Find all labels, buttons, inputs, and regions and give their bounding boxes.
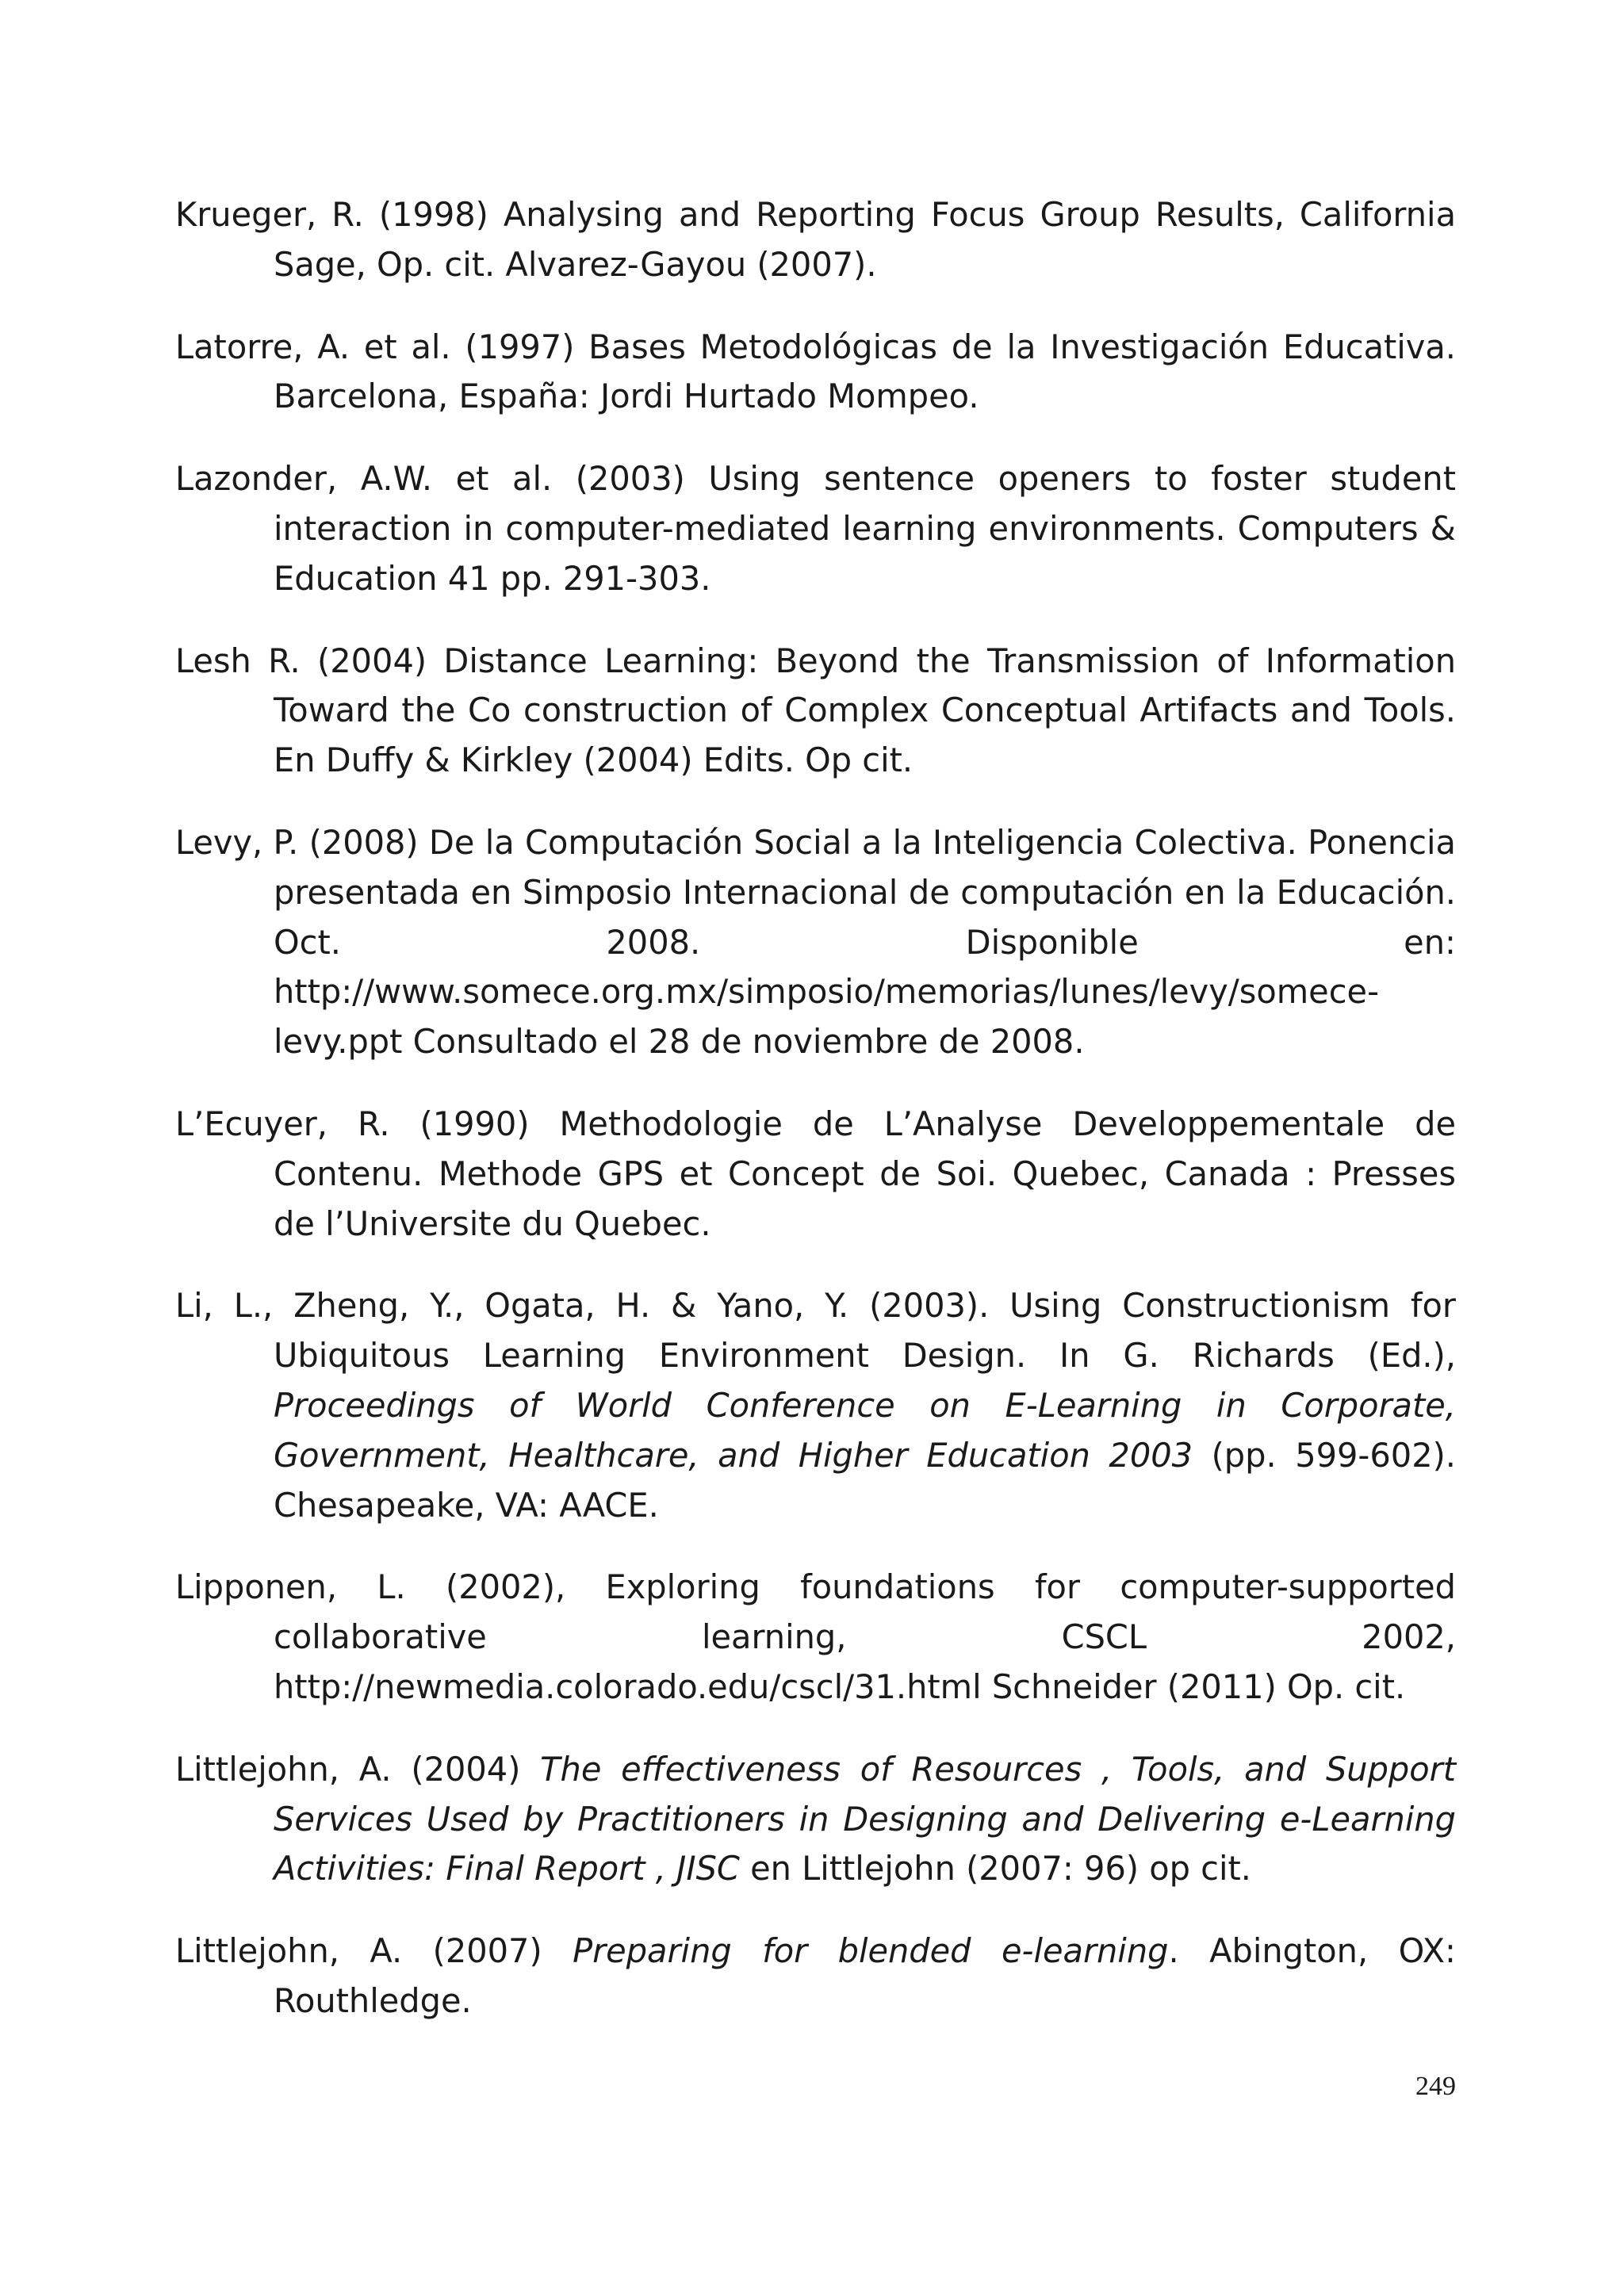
- reference-text: Latorre, A. et al. (1997) Bases Metodológicas de la Investigación Educativa. Barcelona, España: Jordi Hurtado Mompeo.: [175, 327, 1456, 416]
- reference-list: [175, 190, 1456, 2059]
- reference-text: Littlejohn, A. (2004): [175, 1749, 541, 1789]
- reference-entry-li-2003: [175, 1281, 1456, 1530]
- reference-text: Lazonder, A.W. et al. (2003) Using sentence openers to foster student interaction in computer-mediated learning environments. Computers & Education 41 pp. 291-303.: [175, 459, 1456, 598]
- reference-title-italic: Preparing for blended e-learning: [573, 1931, 1169, 1971]
- reference-text: en Littlejohn (2007: 96) op cit.: [739, 1849, 1251, 1888]
- reference-text: L’Ecuyer, R. (1990) Methodologie de L’Analyse Developpementale de Contenu. Methode GPS et Concept de Soi. Quebec, Canada : Presses de l’Universite du Quebec.: [175, 1104, 1456, 1243]
- reference-entry-levy-2008: [175, 818, 1456, 1067]
- reference-text: Littlejohn, A. (2007): [175, 1931, 573, 1971]
- page-number: 249: [1415, 2072, 1456, 2101]
- reference-entry-latorre-1997: [175, 323, 1456, 423]
- reference-text: Krueger, R. (1998) Analysing and Reporting Focus Group Results, California Sage, Op. cit. Alvarez-Gayou (2007).: [175, 195, 1456, 284]
- reference-text: Lesh R. (2004) Distance Learning: Beyond the Transmission of Information Toward the Co construction of Complex Conceptual Artifacts and Tools. En Duffy & Kirkley (2004) Edits. Op cit.: [175, 641, 1456, 780]
- reference-text: (pp. 599-602). Chesapeake, VA: AACE.: [274, 1435, 1456, 1525]
- reference-title-italic: Proceedings of World Conference on E-Learning in Corporate, Government, Healthcare, and Higher Education 2003: [274, 1385, 1456, 1475]
- reference-title-italic: The effectiveness of Resources , Tools, and Support Services Used by Practitioners in Designing and Delivering e-Learning Activities: Final Report , JISC: [274, 1749, 1456, 1888]
- reference-entry-lecuyer-1990: [175, 1100, 1456, 1249]
- reference-text: . Abington, OX: Routhledge.: [274, 1931, 1457, 2020]
- reference-entry-littlejohn-2007: [175, 1927, 1456, 2026]
- reference-text: Levy, P. (2008) De la Computación Social a la Inteligencia Colectiva. Ponencia presentada en Simposio Internacional de computación en la Educación. Oct. 2008. Disponible en: http://www.somece.org.mx/simposio/memorias/lunes/levy/somece-levy.ppt Consultado el 28 de noviembre de 2008.: [175, 822, 1456, 1062]
- reference-entry-lipponen-2002: [175, 1563, 1456, 1712]
- reference-entry-littlejohn-2004: [175, 1745, 1456, 1894]
- reference-entry-lesh-2004: [175, 637, 1456, 786]
- reference-text: Li, L., Zheng, Y., Ogata, H. & Yano, Y. (2003). Using Constructionism for Ubiquitous Learning Environment Design. In G. Richards (Ed.),: [175, 1286, 1456, 1376]
- reference-entry-krueger-1998: [175, 190, 1456, 290]
- reference-text: Lipponen, L. (2002), Exploring foundations for computer-supported collaborative learning, CSCL 2002, http://newmedia.colorado.edu/cscl/31.html Schneider (2011) Op. cit.: [175, 1567, 1456, 1706]
- reference-entry-lazonder-2003: [175, 454, 1456, 603]
